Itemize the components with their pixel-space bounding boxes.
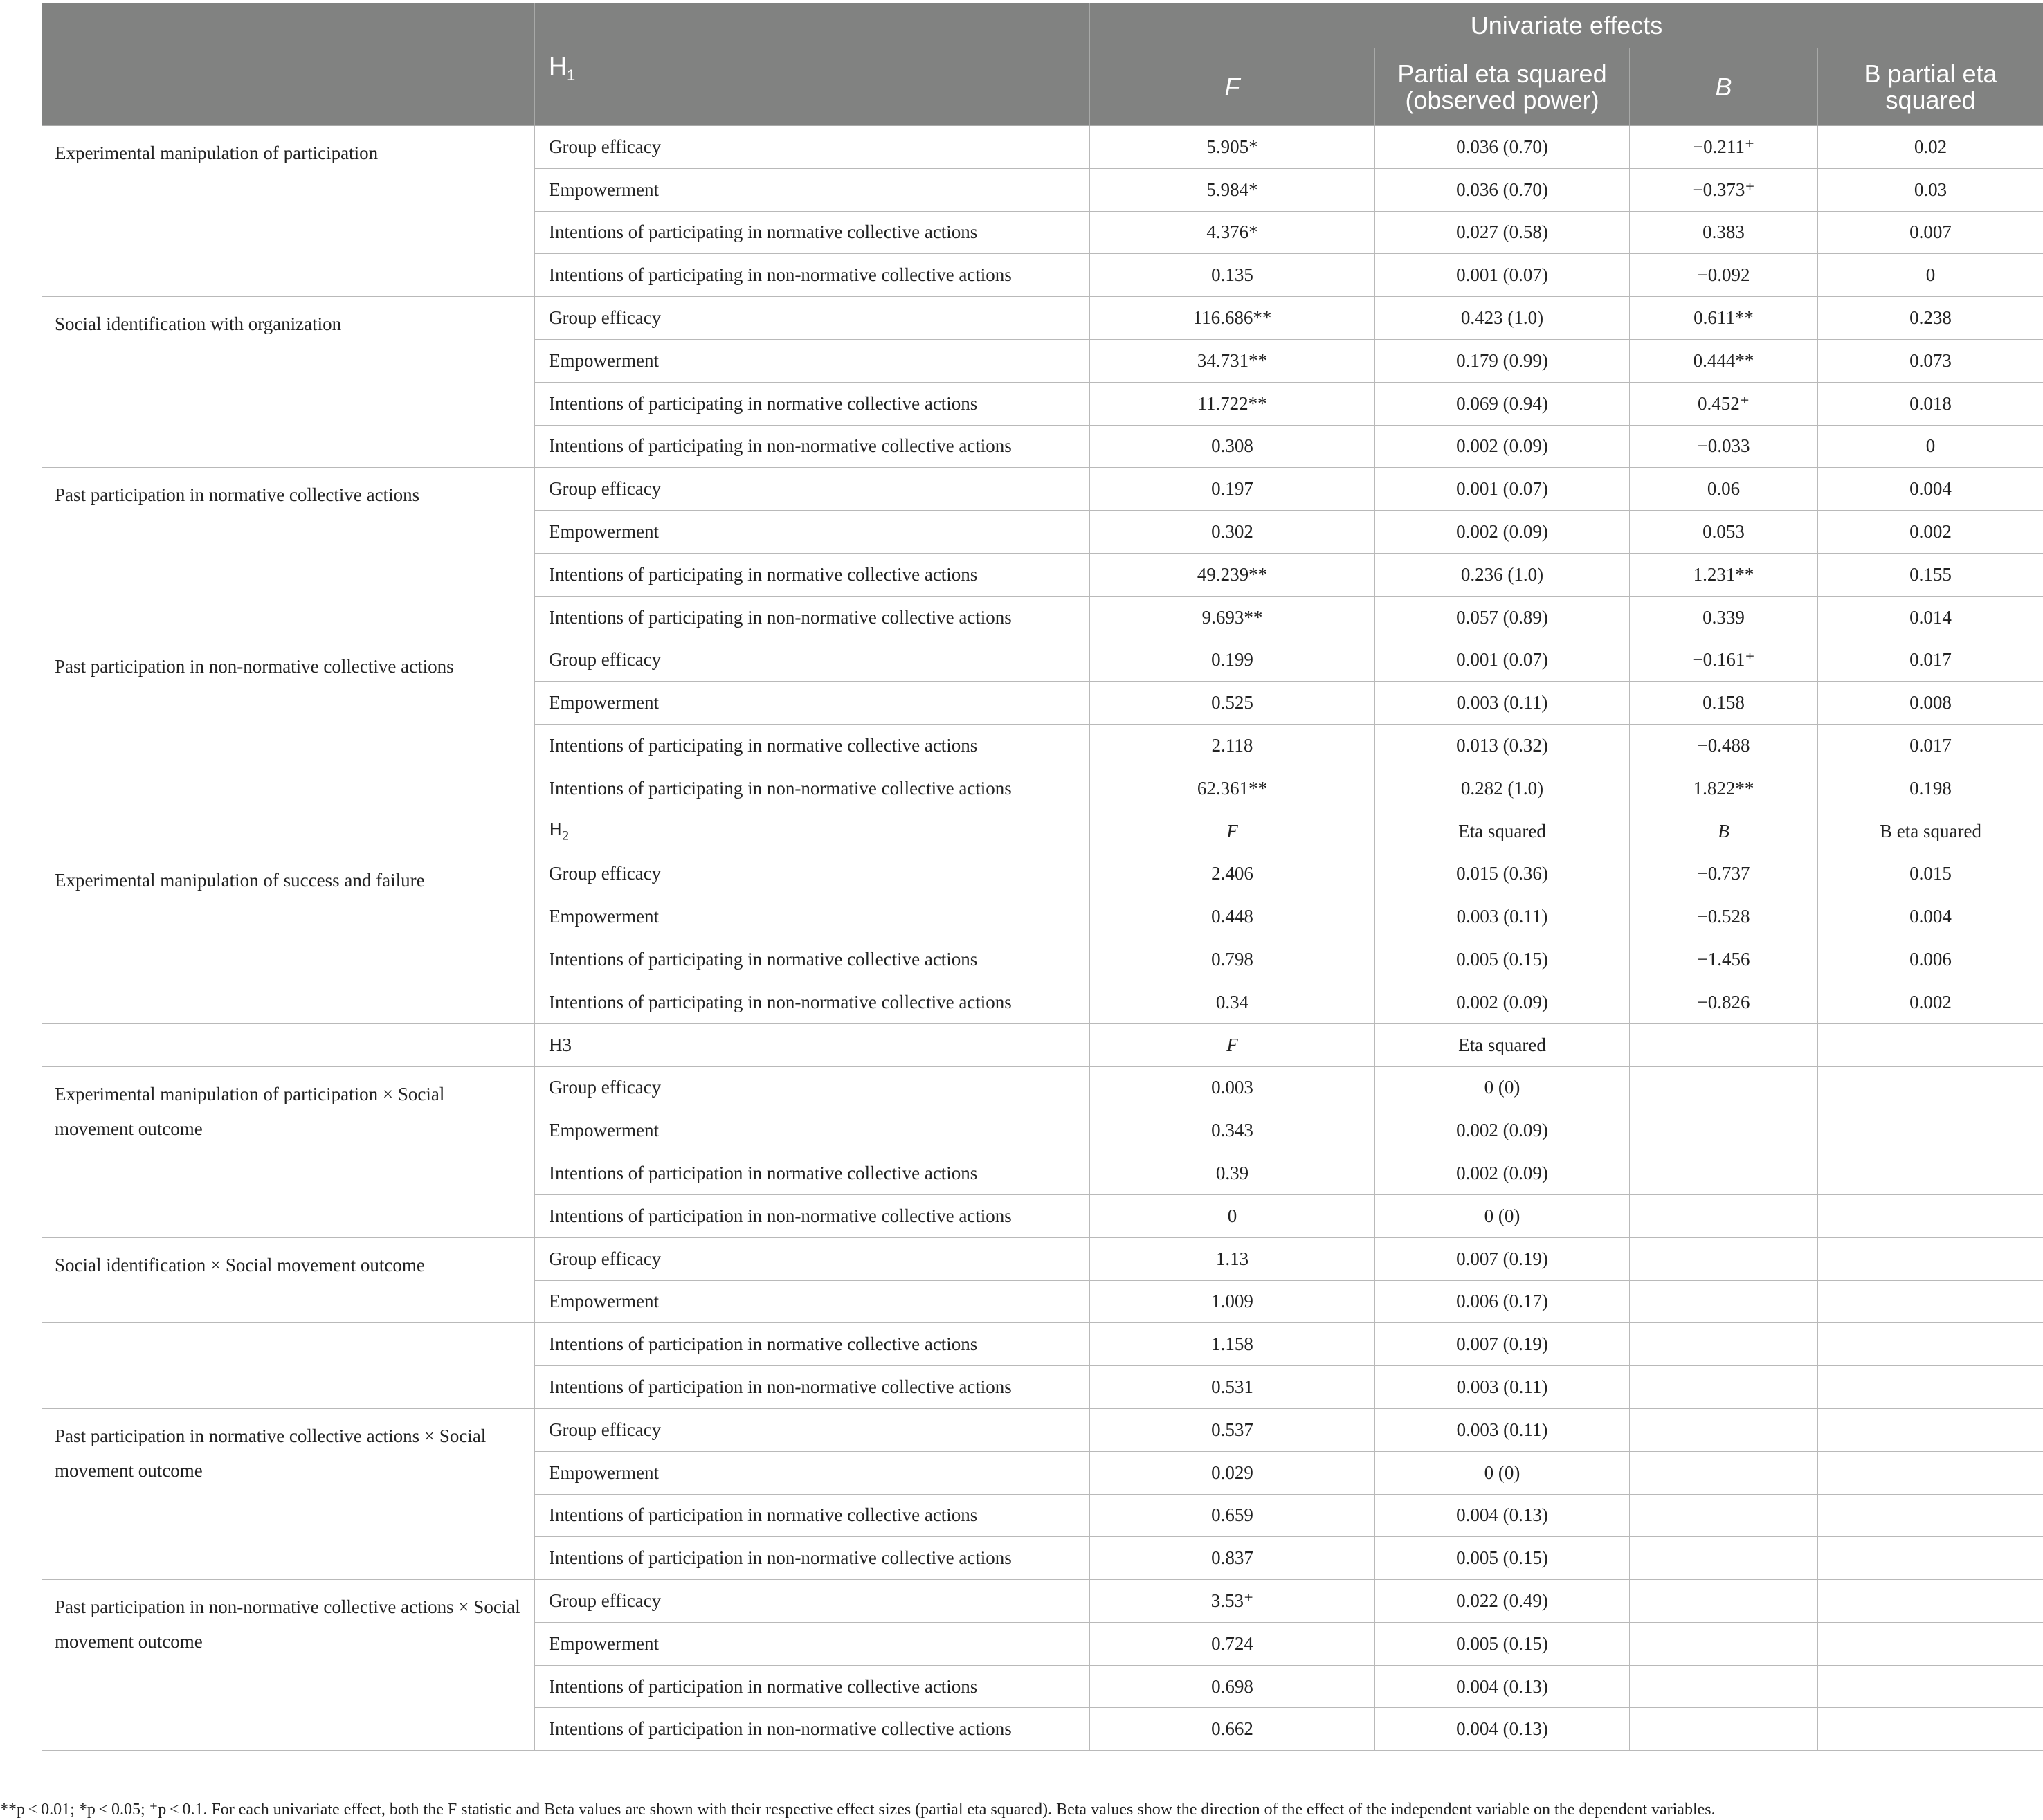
predictor-cell: Experimental manipulation of participation × Social movement outcome (42, 1066, 535, 1237)
col-f-header: F (1090, 48, 1375, 126)
b-eta-value-cell: 0 (1818, 254, 2043, 297)
section-col-b: B (1630, 810, 1818, 853)
dependent-variable-cell: Intentions of participating in normative collective actions (535, 382, 1090, 425)
f-value-cell: 0.308 (1090, 425, 1375, 468)
f-value-cell: 0.531 (1090, 1366, 1375, 1409)
eta-value-cell: 0 (0) (1375, 1066, 1630, 1109)
b-eta-value-cell: 0.002 (1818, 511, 2043, 554)
b-value-cell: 0.611** (1630, 297, 1818, 340)
dependent-variable-cell: Intentions of participating in normative collective actions (535, 725, 1090, 767)
eta-value-cell: 0.005 (0.15) (1375, 938, 1630, 981)
b-value-cell: −0.373⁺ (1630, 168, 1818, 211)
eta-value-cell: 0.423 (1.0) (1375, 297, 1630, 340)
f-value-cell: 9.693** (1090, 596, 1375, 639)
b-value-cell: 0.158 (1630, 682, 1818, 725)
eta-value-cell: 0.001 (0.07) (1375, 639, 1630, 682)
eta-value-cell: 0.036 (0.70) (1375, 168, 1630, 211)
dependent-variable-cell: Intentions of participating in normative collective actions (535, 938, 1090, 981)
b-value-cell: −1.456 (1630, 938, 1818, 981)
table-row (42, 1237, 2043, 1280)
eta-value-cell: 0.282 (1.0) (1375, 767, 1630, 810)
b-value-cell (1630, 1451, 1818, 1494)
f-value-cell: 0.525 (1090, 682, 1375, 725)
eta-value-cell: 0.002 (0.09) (1375, 511, 1630, 554)
dependent-variable-cell: Intentions of participation in non-normative collective actions (535, 1194, 1090, 1237)
b-eta-value-cell: 0.238 (1818, 297, 2043, 340)
eta-value-cell: 0.057 (0.89) (1375, 596, 1630, 639)
b-value-cell (1630, 1323, 1818, 1366)
b-value-cell: 0.053 (1630, 511, 1818, 554)
f-value-cell: 0.798 (1090, 938, 1375, 981)
f-value-cell: 1.009 (1090, 1280, 1375, 1323)
b-eta-value-cell: 0.018 (1818, 382, 2043, 425)
predictor-cell: Past participation in non-normative collective actions × Social movement outcome (42, 1580, 535, 1751)
b-eta-value-cell: 0.198 (1818, 767, 2043, 810)
dependent-variable-cell: Intentions of participating in normative collective actions (535, 211, 1090, 254)
table-footnote: **p < 0.01; *p < 0.05; ⁺p < 0.1. For each univariate effect, both the F statistic and Beta values are shown with their respective effect sizes (partial eta squared). Beta values show the direction of the effect of the independent variable on the dependent variables. (0, 1801, 1716, 1819)
eta-value-cell: 0 (0) (1375, 1451, 1630, 1494)
b-eta-value-cell: 0.002 (1818, 981, 2043, 1023)
dependent-variable-cell: Empowerment (535, 895, 1090, 938)
f-value-cell: 116.686** (1090, 297, 1375, 340)
f-value-cell: 2.118 (1090, 725, 1375, 767)
f-value-cell: 11.722** (1090, 382, 1375, 425)
b-eta-value-cell: 0.02 (1818, 126, 2043, 169)
f-value-cell: 34.731** (1090, 339, 1375, 382)
b-eta-value-cell (1818, 1280, 2043, 1323)
b-eta-value-cell (1818, 1537, 2043, 1580)
b-eta-value-cell: 0.015 (1818, 853, 2043, 895)
eta-value-cell: 0.001 (0.07) (1375, 254, 1630, 297)
predictor-cell: Social identification with organization (42, 297, 535, 468)
section-label (535, 810, 1090, 853)
eta-value-cell: 0.027 (0.58) (1375, 211, 1630, 254)
dependent-variable-cell: Group efficacy (535, 1066, 1090, 1109)
eta-value-cell: 0.036 (0.70) (1375, 126, 1630, 169)
f-value-cell: 0.199 (1090, 639, 1375, 682)
b-value-cell (1630, 1708, 1818, 1751)
eta-value-cell: 0.005 (0.15) (1375, 1537, 1630, 1580)
eta-value-cell: 0.006 (0.17) (1375, 1280, 1630, 1323)
dependent-variable-cell: Empowerment (535, 511, 1090, 554)
eta-value-cell: 0.007 (0.19) (1375, 1323, 1630, 1366)
b-value-cell: −0.528 (1630, 895, 1818, 938)
b-value-cell: 1.822** (1630, 767, 1818, 810)
b-value-cell (1630, 1622, 1818, 1665)
b-value-cell: 0.383 (1630, 211, 1818, 254)
col-b-partial-eta-header: B partial eta squared (1818, 48, 2043, 126)
b-value-cell: −0.737 (1630, 853, 1818, 895)
eta-value-cell: 0.003 (0.11) (1375, 682, 1630, 725)
dependent-variable-cell: Intentions of participation in normative collective actions (535, 1152, 1090, 1195)
b-value-cell (1630, 1494, 1818, 1537)
predictor-cell: Past participation in non-normative collective actions (42, 639, 535, 810)
table-row (42, 468, 2043, 511)
f-value-cell: 0.343 (1090, 1109, 1375, 1152)
dependent-variable-cell: Intentions of participation in normative collective actions (535, 1323, 1090, 1366)
dependent-variable-cell: Empowerment (535, 682, 1090, 725)
f-value-cell: 5.984* (1090, 168, 1375, 211)
section-col-f: F (1090, 810, 1375, 853)
b-eta-value-cell (1818, 1408, 2043, 1451)
dependent-variable-cell: Intentions of participation in normative collective actions (535, 1665, 1090, 1708)
b-value-cell (1630, 1366, 1818, 1409)
f-value-cell: 0 (1090, 1194, 1375, 1237)
b-value-cell (1630, 1066, 1818, 1109)
b-value-cell (1630, 1194, 1818, 1237)
f-value-cell: 0.003 (1090, 1066, 1375, 1109)
b-eta-value-cell: 0.017 (1818, 725, 2043, 767)
b-eta-value-cell: 0.073 (1818, 339, 2043, 382)
eta-value-cell: 0.015 (0.36) (1375, 853, 1630, 895)
predictor-cell (42, 1323, 535, 1409)
predictor-cell: Experimental manipulation of success and failure (42, 853, 535, 1023)
b-eta-value-cell: 0.008 (1818, 682, 2043, 725)
f-value-cell: 0.837 (1090, 1537, 1375, 1580)
dependent-variable-cell: Intentions of participation in non-normative collective actions (535, 1708, 1090, 1751)
blank-predictor-cell (42, 1023, 535, 1066)
b-eta-value-cell: 0.007 (1818, 211, 2043, 254)
b-value-cell: −0.488 (1630, 725, 1818, 767)
eta-value-cell: 0.004 (0.13) (1375, 1708, 1630, 1751)
b-value-cell: 0.444** (1630, 339, 1818, 382)
eta-value-cell: 0.007 (0.19) (1375, 1237, 1630, 1280)
dependent-variable-cell: Intentions of participating in normative collective actions (535, 553, 1090, 596)
f-value-cell: 0.39 (1090, 1152, 1375, 1195)
eta-value-cell: 0.002 (0.09) (1375, 425, 1630, 468)
f-value-cell: 0.448 (1090, 895, 1375, 938)
f-value-cell: 49.239** (1090, 553, 1375, 596)
b-eta-value-cell (1818, 1580, 2043, 1623)
b-eta-value-cell (1818, 1323, 2043, 1366)
b-value-cell: −0.826 (1630, 981, 1818, 1023)
b-eta-value-cell (1818, 1066, 2043, 1109)
blank-predictor-cell (42, 810, 535, 853)
b-value-cell (1630, 1237, 1818, 1280)
b-value-cell: −0.161⁺ (1630, 639, 1818, 682)
f-value-cell: 1.158 (1090, 1323, 1375, 1366)
f-value-cell: 0.662 (1090, 1708, 1375, 1751)
eta-value-cell: 0.003 (0.11) (1375, 1366, 1630, 1409)
dependent-variable-cell: Intentions of participation in non-normative collective actions (535, 1537, 1090, 1580)
eta-value-cell: 0.001 (0.07) (1375, 468, 1630, 511)
dependent-variable-cell: Intentions of participating in non-normative collective actions (535, 425, 1090, 468)
f-value-cell: 5.905* (1090, 126, 1375, 169)
f-value-cell: 0.698 (1090, 1665, 1375, 1708)
b-eta-value-cell: 0.006 (1818, 938, 2043, 981)
dependent-variable-cell: Empowerment (535, 1451, 1090, 1494)
eta-value-cell: 0.003 (0.11) (1375, 1408, 1630, 1451)
b-value-cell (1630, 1537, 1818, 1580)
eta-value-cell: 0.013 (0.32) (1375, 725, 1630, 767)
eta-value-cell: 0.005 (0.15) (1375, 1622, 1630, 1665)
dependent-variable-cell: Intentions of participating in non-normative collective actions (535, 596, 1090, 639)
col-partial-eta-header: Partial eta squared (observed power) (1375, 48, 1630, 126)
b-eta-value-cell (1818, 1665, 2043, 1708)
b-eta-value-cell: 0.155 (1818, 553, 2043, 596)
predictor-cell: Experimental manipulation of participation (42, 126, 535, 297)
table-row (42, 126, 2043, 169)
dependent-variable-cell: Group efficacy (535, 639, 1090, 682)
section-col-b-eta (1818, 1023, 2043, 1066)
b-eta-value-cell: 0.004 (1818, 895, 2043, 938)
dependent-variable-cell: Empowerment (535, 339, 1090, 382)
section-header-row (42, 810, 2043, 853)
dependent-variable-cell: Empowerment (535, 168, 1090, 211)
table-row (42, 1580, 2043, 1623)
results-table (42, 3, 2043, 1751)
b-value-cell (1630, 1408, 1818, 1451)
f-value-cell: 2.406 (1090, 853, 1375, 895)
dependent-variable-cell: Empowerment (535, 1280, 1090, 1323)
b-value-cell (1630, 1152, 1818, 1195)
b-eta-value-cell (1818, 1237, 2043, 1280)
table-row (42, 639, 2043, 682)
f-value-cell: 0.537 (1090, 1408, 1375, 1451)
eta-value-cell: 0.236 (1.0) (1375, 553, 1630, 596)
dependent-variable-cell: Group efficacy (535, 1408, 1090, 1451)
b-eta-value-cell: 0.03 (1818, 168, 2043, 211)
b-eta-value-cell (1818, 1194, 2043, 1237)
b-value-cell: 0.339 (1630, 596, 1818, 639)
univariate-effects-header: Univariate effects (1090, 3, 2043, 48)
section-col-eta: Eta squared (1375, 810, 1630, 853)
corner-header-cell (42, 3, 535, 126)
b-eta-value-cell (1818, 1451, 2043, 1494)
f-value-cell: 0.724 (1090, 1622, 1375, 1665)
section-label (535, 1023, 1090, 1066)
b-value-cell: −0.211⁺ (1630, 126, 1818, 169)
f-value-cell: 0.34 (1090, 981, 1375, 1023)
eta-value-cell: 0.002 (0.09) (1375, 1152, 1630, 1195)
b-eta-value-cell (1818, 1109, 2043, 1152)
f-value-cell: 0.659 (1090, 1494, 1375, 1537)
dependent-variable-cell: Group efficacy (535, 126, 1090, 169)
dependent-variable-cell: Group efficacy (535, 853, 1090, 895)
b-eta-value-cell: 0.004 (1818, 468, 2043, 511)
b-value-cell (1630, 1665, 1818, 1708)
section-col-b (1630, 1023, 1818, 1066)
dependent-variable-cell: Empowerment (535, 1109, 1090, 1152)
table-row (42, 297, 2043, 340)
b-eta-value-cell (1818, 1708, 2043, 1751)
table-row (42, 853, 2043, 895)
f-value-cell: 0.135 (1090, 254, 1375, 297)
f-value-cell: 0.302 (1090, 511, 1375, 554)
section-col-f: F (1090, 1023, 1375, 1066)
predictor-cell: Past participation in normative collective actions × Social movement outcome (42, 1408, 535, 1579)
section-col-b-eta: B eta squared (1818, 810, 2043, 853)
b-eta-value-cell (1818, 1152, 2043, 1195)
dependent-variable-cell: Group efficacy (535, 1237, 1090, 1280)
dependent-variable-cell: Intentions of participating in non-normative collective actions (535, 254, 1090, 297)
h1-header: $H_1$ (535, 3, 1090, 126)
eta-value-cell: 0.069 (0.94) (1375, 382, 1630, 425)
b-eta-value-cell (1818, 1622, 2043, 1665)
dependent-variable-cell: Group efficacy (535, 297, 1090, 340)
f-value-cell: 4.376* (1090, 211, 1375, 254)
dependent-variable-cell: Intentions of participation in non-normative collective actions (535, 1366, 1090, 1409)
f-value-cell: 3.53⁺ (1090, 1580, 1375, 1623)
b-value-cell (1630, 1280, 1818, 1323)
b-eta-value-cell (1818, 1494, 2043, 1537)
eta-value-cell: 0.004 (0.13) (1375, 1665, 1630, 1708)
b-value-cell: 0.452⁺ (1630, 382, 1818, 425)
eta-value-cell: 0.003 (0.11) (1375, 895, 1630, 938)
table-row (42, 1066, 2043, 1109)
predictor-cell: Social identification × Social movement outcome (42, 1237, 535, 1323)
b-value-cell: −0.092 (1630, 254, 1818, 297)
f-value-cell: 62.361** (1090, 767, 1375, 810)
b-eta-value-cell: 0 (1818, 425, 2043, 468)
section-label-text: H3 (549, 1034, 572, 1055)
b-value-cell (1630, 1580, 1818, 1623)
eta-value-cell: 0.002 (0.09) (1375, 981, 1630, 1023)
predictor-cell: Past participation in normative collective actions (42, 468, 535, 639)
eta-value-cell: 0.004 (0.13) (1375, 1494, 1630, 1537)
b-eta-value-cell: 0.014 (1818, 596, 2043, 639)
b-eta-value-cell: 0.017 (1818, 639, 2043, 682)
table-row (42, 1408, 2043, 1451)
b-value-cell: 0.06 (1630, 468, 1818, 511)
b-value-cell: 1.231** (1630, 553, 1818, 596)
dependent-variable-cell: Group efficacy (535, 1580, 1090, 1623)
section-label-subscript: 2 (562, 828, 569, 844)
section-label-text: H (549, 818, 563, 839)
b-value-cell (1630, 1109, 1818, 1152)
dependent-variable-cell: Intentions of participating in non-normative collective actions (535, 767, 1090, 810)
col-b-header: B (1630, 48, 1818, 126)
f-value-cell: 1.13 (1090, 1237, 1375, 1280)
dependent-variable-cell: Empowerment (535, 1622, 1090, 1665)
eta-value-cell: 0 (0) (1375, 1194, 1630, 1237)
f-value-cell: 0.029 (1090, 1451, 1375, 1494)
section-header-row (42, 1023, 2043, 1066)
table-row (42, 1323, 2043, 1366)
dependent-variable-cell: Intentions of participating in non-normative collective actions (535, 981, 1090, 1023)
eta-value-cell: 0.002 (0.09) (1375, 1109, 1630, 1152)
dependent-variable-cell: Group efficacy (535, 468, 1090, 511)
section-col-eta: Eta squared (1375, 1023, 1630, 1066)
f-value-cell: 0.197 (1090, 468, 1375, 511)
b-value-cell: −0.033 (1630, 425, 1818, 468)
dependent-variable-cell: Intentions of participation in normative collective actions (535, 1494, 1090, 1537)
eta-value-cell: 0.022 (0.49) (1375, 1580, 1630, 1623)
b-eta-value-cell (1818, 1366, 2043, 1409)
eta-value-cell: 0.179 (0.99) (1375, 339, 1630, 382)
